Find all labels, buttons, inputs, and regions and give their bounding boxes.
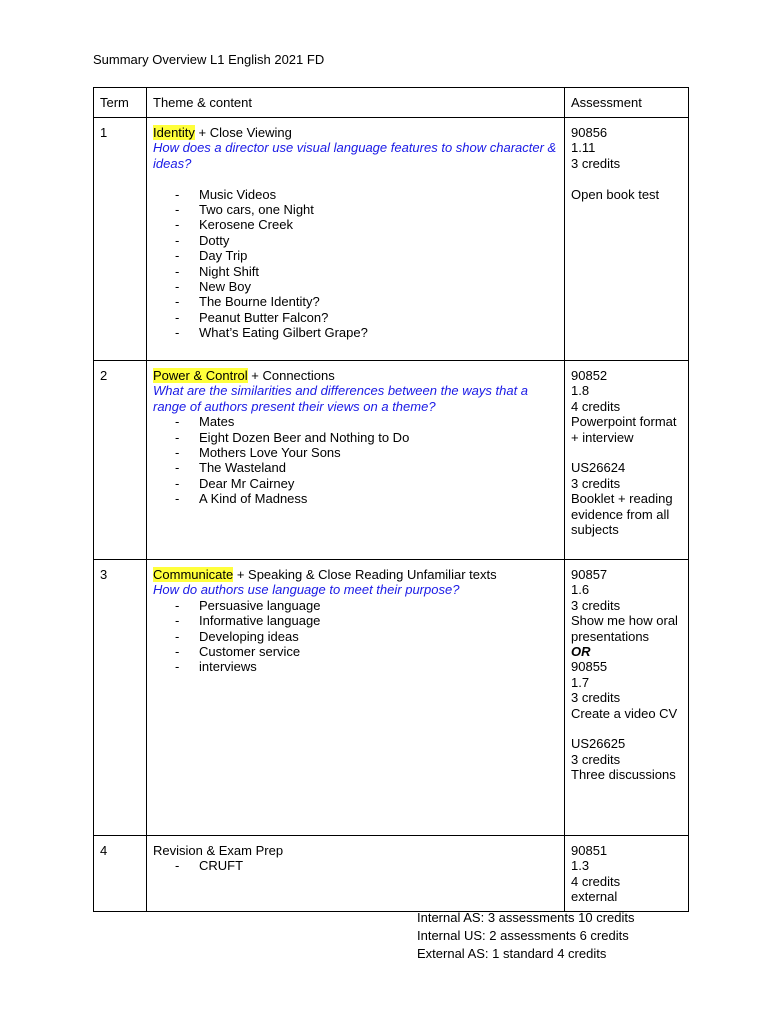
- assessment-line: 90855: [571, 659, 608, 675]
- summary-line: Internal AS: 3 assessments 10 credits: [417, 910, 635, 925]
- content-list: [153, 598, 559, 675]
- theme-rest: + Connections: [247, 368, 335, 383]
- term-cell: 4: [94, 836, 147, 912]
- assessment-line: 3 credits: [571, 690, 621, 706]
- list-item: - The Bourne Identity?: [153, 294, 559, 309]
- assessment-line: Powerpoint format + interview: [571, 414, 677, 445]
- term-cell: 3: [94, 560, 147, 836]
- assessment-line: Three discussions: [571, 767, 676, 783]
- assessment-cell: [565, 361, 689, 560]
- assessment-line: 3 credits: [571, 597, 621, 613]
- assessment-line: US26624: [571, 460, 626, 476]
- theme-rest: + Speaking & Close Reading Unfamiliar texts: [233, 567, 497, 582]
- assessment-line: 3 credits: [571, 475, 621, 491]
- assessment-line: 1.7: [571, 674, 590, 690]
- assessment-line: 3 credits: [571, 751, 621, 767]
- assessment-line: Booklet + reading evidence from all subjects: [571, 491, 673, 538]
- list-item: - What’s Eating Gilbert Grape?: [153, 325, 559, 340]
- list-item: - interviews: [153, 659, 559, 674]
- theme-heading: Revision & Exam Prep: [153, 843, 284, 858]
- theme-question: How do authors use language to meet their purpose?: [153, 582, 460, 598]
- list-item: - Two cars, one Night: [153, 202, 559, 217]
- content-list: [153, 187, 559, 341]
- header-term: Term: [94, 88, 147, 118]
- list-item: - New Boy: [153, 279, 559, 294]
- list-item: - Peanut Butter Falcon?: [153, 310, 559, 325]
- theme-question: What are the similarities and differences between the ways that a range of authors present their views on a theme?: [153, 383, 529, 414]
- assessment-cell: [565, 836, 689, 912]
- list-item: - A Kind of Madness: [153, 491, 559, 506]
- list-item: - Persuasive language: [153, 598, 559, 613]
- theme-highlight: Communicate: [153, 567, 234, 582]
- term-cell: 2: [94, 361, 147, 560]
- table-row: [94, 836, 689, 912]
- table-header-row: [94, 88, 689, 118]
- list-item: - Dear Mr Cairney: [153, 476, 559, 491]
- assessment-line: Create a video CV: [571, 705, 678, 721]
- theme-heading: [153, 125, 559, 140]
- list-item: - Day Trip: [153, 248, 559, 263]
- assessment-line: 90856: [571, 125, 608, 140]
- list-item: - Customer service: [153, 644, 559, 659]
- theme-cell: [147, 118, 565, 361]
- summary-line: External AS: 1 standard 4 credits: [417, 946, 607, 961]
- summary-line: Internal US: 2 assessments 6 credits: [417, 928, 629, 943]
- assessment-line: 1.6: [571, 582, 590, 598]
- assessment-line: US26625: [571, 736, 626, 752]
- theme-highlight: Power & Control: [153, 368, 248, 383]
- assessment-cell: [565, 560, 689, 836]
- content-list: [153, 414, 559, 506]
- list-item: - Music Videos: [153, 187, 559, 202]
- list-item: - CRUFT: [153, 858, 559, 873]
- theme-rest: + Close Viewing: [194, 125, 292, 140]
- table-row: [94, 118, 689, 361]
- theme-cell: [147, 560, 565, 836]
- assessment-line: 4 credits: [571, 873, 621, 889]
- list-item: - Dotty: [153, 233, 559, 248]
- table-row: [94, 361, 689, 560]
- assessment-line: 1.3: [571, 858, 590, 874]
- theme-cell: [147, 361, 565, 560]
- list-item: - Eight Dozen Beer and Nothing to Do: [153, 430, 559, 445]
- document-title: Summary Overview L1 English 2021 FD: [93, 52, 325, 67]
- assessment-line: 3 credits: [571, 155, 621, 171]
- theme-question: How does a director use visual language features to show character & ideas?: [153, 140, 557, 171]
- list-item: - Informative language: [153, 613, 559, 628]
- or-separator: OR: [571, 644, 591, 660]
- content-list: [153, 858, 559, 873]
- list-item: - Night Shift: [153, 264, 559, 279]
- assessment-line: 4 credits: [571, 398, 621, 414]
- theme-heading: [153, 567, 559, 582]
- theme-cell: [147, 836, 565, 912]
- theme-heading: [153, 368, 559, 383]
- theme-highlight: Identity: [153, 125, 195, 140]
- assessment-line: 1.11: [571, 140, 596, 156]
- list-item: - Kerosene Creek: [153, 217, 559, 232]
- assessment-line: external: [571, 889, 618, 905]
- list-item: - Mothers Love Your Sons: [153, 445, 559, 460]
- assessment-line: Open book test: [571, 186, 660, 202]
- table-row: [94, 560, 689, 836]
- term-cell: 1: [94, 118, 147, 361]
- list-item: - Developing ideas: [153, 629, 559, 644]
- assessment-line: 90852: [571, 368, 608, 383]
- header-theme: Theme & content: [147, 88, 565, 118]
- assessment-line: 1.8: [571, 383, 590, 399]
- assessment-line: 90851: [571, 843, 608, 858]
- assessment-cell: [565, 118, 689, 361]
- list-item: - The Wasteland: [153, 460, 559, 475]
- list-item: - Mates: [153, 414, 559, 429]
- credits-summary: [417, 909, 635, 963]
- assessment-line: 90857: [571, 567, 608, 582]
- overview-table: [93, 87, 689, 912]
- assessment-line: Show me how oral presentations: [571, 613, 678, 644]
- header-assessment: Assessment: [565, 88, 689, 118]
